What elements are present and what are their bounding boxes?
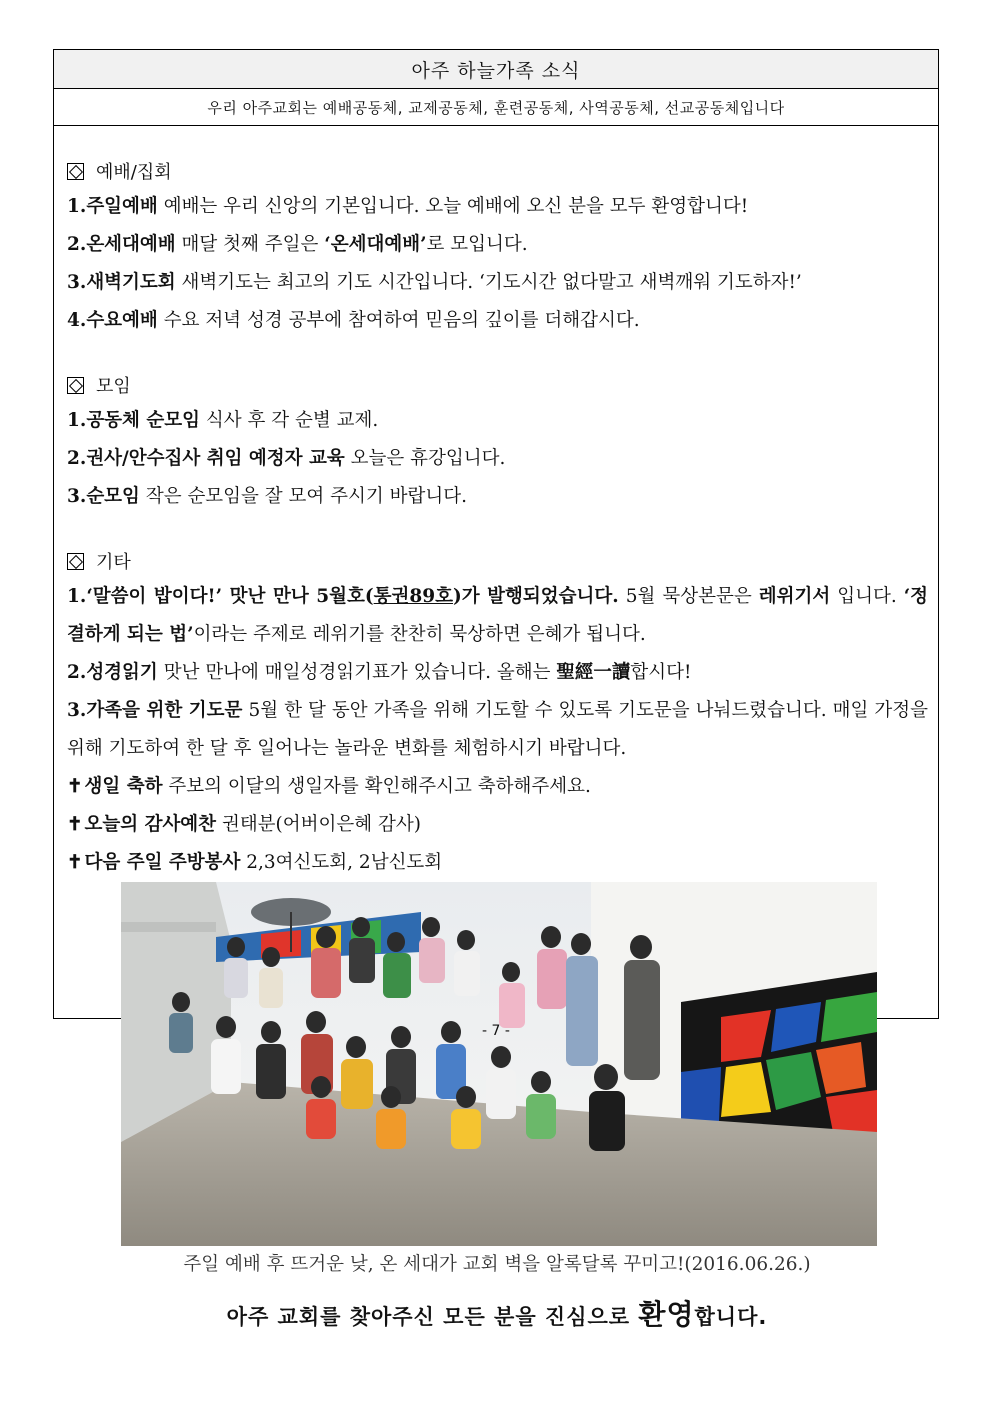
item-title: 3.새벽기도회 [67, 272, 176, 293]
note-text: 2,3여신도회, 2남신도회 [240, 852, 443, 873]
group-photo-illustration [121, 882, 877, 1246]
item-text: 이라는 주제로 레위기를 찬찬히 묵상하면 은혜가 됩니다. [193, 624, 646, 645]
worship-item-4 [67, 302, 928, 340]
item-text: 입니다. [837, 586, 904, 607]
meeting-item-2 [67, 440, 928, 478]
item-title: 3.가족을 위한 기도문 [67, 700, 243, 721]
section-heading-etc [67, 544, 928, 578]
item-emphasis: 레위기서 [758, 586, 831, 607]
item-title: 2.온세대예배 [67, 234, 176, 255]
item-text: 합시다! [630, 662, 692, 683]
cross-icon: ✝ [67, 776, 83, 797]
diamond-box-icon [67, 553, 84, 570]
etc-item-2 [67, 654, 928, 692]
item-text: 오늘은 휴강입니다. [344, 448, 506, 469]
item-title: 4.수요예배 [67, 310, 158, 331]
note-text: 주보의 이달의 생일자를 확인해주시고 축하해주세요. [162, 776, 591, 797]
welcome-text: 아주 교회를 찾아주신 모든 분을 진심으로 [226, 1305, 639, 1329]
note-title: 생일 축하 [84, 776, 163, 797]
etc-item-1 [67, 578, 928, 654]
worship-item-2 [67, 226, 928, 264]
item-title: 2.권사/안수집사 취임 예정자 교육 [67, 448, 345, 469]
worship-item-1 [67, 188, 928, 226]
section-heading-label: 기타 [96, 552, 131, 573]
item-title: 1.‘말씀이 밥이다!’ 맛난 만나 5월호( [67, 586, 374, 607]
item-title: 1.공동체 순모임 [67, 410, 200, 431]
item-emphasis: ‘온세대예배’ [324, 234, 427, 255]
section-heading-label: 예배/집회 [96, 162, 172, 183]
section-heading-meeting [67, 368, 928, 402]
etc-item-3 [67, 692, 928, 768]
group-photo [121, 882, 877, 1246]
item-text: 맛난 만나에 매일성경읽기표가 있습니다. 올해는 [157, 662, 557, 683]
welcome-message [54, 1293, 940, 1333]
meeting-item-3 [67, 478, 928, 516]
section-heading-label: 모임 [96, 376, 131, 397]
item-title: 3.순모임 [67, 486, 140, 507]
item-text: 식사 후 각 순별 교제. [199, 410, 379, 431]
newsletter-content [67, 150, 928, 882]
welcome-emphasis: 환영 [638, 1298, 695, 1331]
item-text: 5월 한 달 동안 가족을 위해 기도할 수 있도록 기도문을 나눠드렸습니다. 매일 가정을 위해 기도하여 한 달 후 일어나는 놀라운 변화를 체험하시기 바랍니다. [67, 700, 928, 759]
newsletter-title: 아주 하늘가족 소식 [54, 50, 938, 89]
note-text: 권태분(어버이은혜 감사) [216, 814, 421, 835]
worship-item-3 [67, 264, 928, 302]
note-birthday [67, 768, 928, 806]
section-heading-worship [67, 154, 928, 188]
item-text: 새벽기도는 최고의 기도 시간입니다. ‘기도시간 없다말고 새벽깨워 기도하자!’ [175, 272, 802, 293]
item-text: 작은 순모임을 잘 모여 주시기 바랍니다. [139, 486, 468, 507]
issue-number: 통권89호 [373, 586, 453, 607]
diamond-box-icon [67, 163, 84, 180]
item-title: )가 발행되었습니다. [452, 586, 619, 607]
note-thanks [67, 806, 928, 844]
newsletter-subtitle: 우리 아주교회는 예배공동체, 교제공동체, 훈련공동체, 사역공동체, 선교공동체입니다 [54, 89, 938, 126]
note-title: 오늘의 감사예찬 [84, 814, 217, 835]
item-text: 매달 첫째 주일은 [175, 234, 325, 255]
item-text: 로 모입니다. [426, 234, 528, 255]
item-text: 예배는 우리 신앙의 기본입니다. 오늘 예배에 오신 분을 모두 환영합니다! [157, 196, 749, 217]
welcome-text: 합니다. [694, 1305, 768, 1329]
newsletter-frame [53, 49, 939, 1331]
cross-icon: ✝ [67, 852, 83, 873]
item-emphasis: ‘정결하게 되는 법’ [67, 586, 929, 645]
meeting-item-1 [67, 402, 928, 440]
photo-caption: 주일 예배 후 뜨거운 낮, 온 세대가 교회 벽을 알록달록 꾸미고!(2016.06.26.) [183, 1254, 811, 1275]
item-title: 2.성경읽기 [67, 662, 158, 683]
cross-icon: ✝ [67, 814, 83, 835]
item-text: 5월 묵상본문은 [618, 586, 759, 607]
item-text: 수요 저녁 성경 공부에 참여하여 믿음의 깊이를 더해갑시다. [157, 310, 640, 331]
note-kitchen [67, 844, 928, 882]
note-title: 다음 주일 주방봉사 [84, 852, 241, 873]
page-number: - 7 - [482, 1023, 510, 1039]
item-title: 1.주일예배 [67, 196, 158, 217]
item-emphasis: 聖經一讀 [556, 662, 631, 683]
diamond-box-icon [67, 377, 84, 394]
